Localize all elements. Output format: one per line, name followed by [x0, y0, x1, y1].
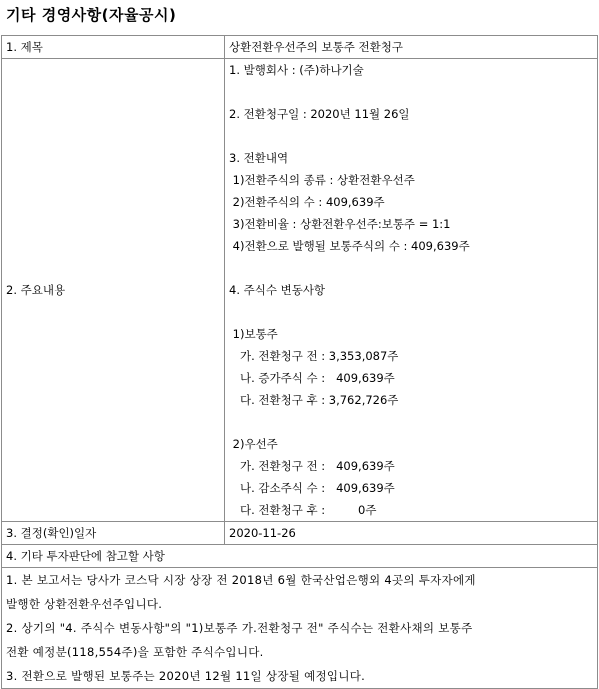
- disclosure-table: [1, 35, 598, 689]
- content-line: 가. 전환청구 전 : 409,639주: [229, 459, 395, 473]
- table-row-decision-date: [2, 522, 598, 545]
- content-line: 4)전환으로 발행될 보통주식의 수 : 409,639주: [229, 239, 470, 253]
- other-matters-label: 4. 기타 투자판단에 참고할 사항: [2, 545, 598, 568]
- content-line: 다. 전환청구 후 : 3,762,726주: [229, 393, 399, 407]
- content-line: 2)전환주식의 수 : 409,639주: [229, 195, 385, 209]
- content-line: 나. 감소주식 수 : 409,639주: [229, 481, 395, 495]
- decision-date-value: 2020-11-26: [225, 522, 598, 545]
- content-line: 2. 전환청구일 : 2020년 11월 26일: [229, 107, 410, 121]
- notes-list: [6, 568, 593, 688]
- content-line: 1)보통주: [229, 327, 278, 341]
- subject-value: 상환전환우선주의 보통주 전환청구: [225, 36, 598, 59]
- content-line: 4. 주식수 변동사항: [229, 283, 326, 297]
- table-row-other-notes: [2, 568, 598, 689]
- table-row-other-header: [2, 545, 598, 568]
- content-line: 가. 전환청구 전 : 3,353,087주: [229, 349, 399, 363]
- content-line: [229, 81, 593, 103]
- other-matters-notes: [2, 568, 598, 689]
- decision-date-label: 3. 결정(확인)일자: [2, 522, 225, 545]
- note-line: 발행한 상환전환우선주입니다.: [6, 597, 163, 611]
- subject-label: 1. 제목: [2, 36, 225, 59]
- content-line: 3)전환비율 : 상환전환우선주:보통주 = 1:1: [229, 217, 451, 231]
- note-line: 3. 전환으로 발행된 보통주는 2020년 12월 11일 상장될 예정입니다.: [6, 669, 366, 683]
- content-line: [229, 125, 593, 147]
- note-line: 전환 예정분(118,554주)을 포함한 주식수입니다.: [6, 645, 264, 659]
- main-content-label: 2. 주요내용: [2, 59, 225, 522]
- content-line: 1)전환주식의 종류 : 상환전환우선주: [229, 173, 415, 187]
- note-line: 1. 본 보고서는 당사가 코스닥 시장 상장 전 2018년 6월 한국산업은행외 4곳의 투자자에게: [6, 573, 476, 587]
- content-line: [229, 301, 593, 323]
- main-content-value: [225, 59, 598, 522]
- content-line: 2)우선주: [229, 437, 278, 451]
- content-line: [229, 257, 593, 279]
- content-line: 다. 전환청구 후 : 0주: [229, 503, 377, 517]
- note-line: 2. 상기의 "4. 주식수 변동사항"의 "1)보통주 가.전환청구 전" 주식수는 전환사채의 보통주: [6, 621, 473, 635]
- content-line: 3. 전환내역: [229, 151, 289, 165]
- table-row-subject: [2, 36, 598, 59]
- content-line: 1. 발행회사 : (주)하나기술: [229, 63, 364, 77]
- content-line: [229, 411, 593, 433]
- table-row-main-content: [2, 59, 598, 522]
- content-line: 나. 증가주식 수 : 409,639주: [229, 371, 395, 385]
- main-content-lines: [229, 59, 593, 521]
- page-title: 기타 경영사항(자율공시): [6, 6, 177, 24]
